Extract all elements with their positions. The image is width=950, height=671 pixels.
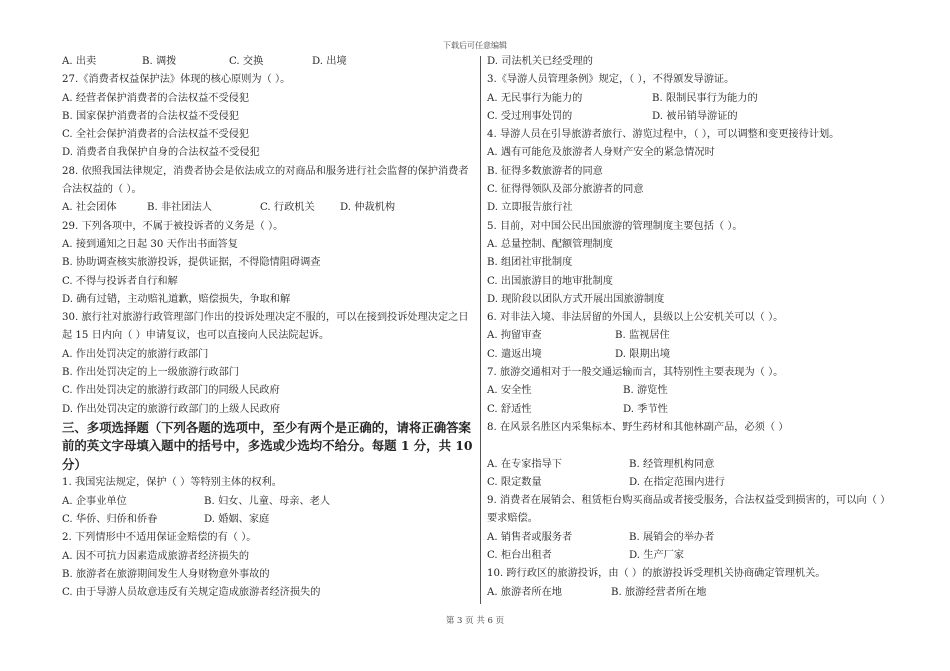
question-line: D. 司法机关已经受理的 xyxy=(487,56,593,67)
option-text: A. 在专家指导下 xyxy=(487,458,562,470)
right-column xyxy=(487,53,897,602)
option-text: D. 限期出境 xyxy=(615,348,671,360)
option-row xyxy=(487,108,897,126)
option-text: B. 旅游经营者所在地 xyxy=(611,586,707,598)
question-line: 29. 下列各项中，不属于被投诉者的义务是（ ）。 xyxy=(62,220,284,232)
option-text: B. 妇女、儿童、母亲、老人 xyxy=(204,495,331,507)
option-text: C. 遣返出境 xyxy=(487,348,542,360)
option-text: A. 销售者或服务者 xyxy=(487,531,573,543)
section-title: 三、多项选择题（下列各题的选项中，至少有两个是正确的，请将正确答案前的英文字母填入题中的括号中，多选或少选均不给分。每题 1 分，共 10 分） xyxy=(62,419,473,472)
option-row xyxy=(487,474,897,492)
option-text: C. 舒适性 xyxy=(487,403,532,415)
left-column xyxy=(62,53,474,603)
option-text: A. 企事业单位 xyxy=(62,495,127,507)
question-line: B. 征得多数旅游者的同意 xyxy=(487,165,603,177)
option-text: A. 旅游者所在地 xyxy=(487,586,562,598)
option-text: A. 安全性 xyxy=(487,385,532,397)
option-row xyxy=(487,547,897,565)
option-text: C. 交换 xyxy=(229,56,264,67)
question-line: 5. 目前，对中国公民出国旅游的管理制度主要包括（ ）。 xyxy=(487,220,743,232)
option-row xyxy=(487,456,897,474)
question-line: 2. 下列情形中不适用保证金赔偿的有（ ）。 xyxy=(62,532,257,544)
option-text: B. 限制民事行为能力的 xyxy=(652,92,758,104)
question-line: 3.《导游人员管理条例》规定，（ ），不得颁发导游证。 xyxy=(487,74,735,86)
option-text: C. 柜台出租者 xyxy=(487,550,552,562)
option-text: A. 无民事行为能力的 xyxy=(487,92,583,104)
question-line: 8. 在风景名胜区内采集标本、野生药材和其他林副产品，必须（ ） xyxy=(487,421,789,433)
question-line: A. 总量控制、配额管理制度 xyxy=(487,238,613,250)
blank-line xyxy=(487,437,897,455)
question-line: A. 接到通知之日起 30 天作出书面答复 xyxy=(62,238,238,250)
question-line: C. 出国旅游目的地审批制度 xyxy=(487,275,613,287)
question-line: 6. 对非法入境、非法居留的外国人，县级以上公安机关可以（ ）。 xyxy=(487,312,784,324)
option-text: D. 出境 xyxy=(312,56,347,67)
question-line: 7. 旅游交通相对于一般交通运输而言，其特别性主要表现为（ ）。 xyxy=(487,367,784,379)
question-line: B. 组团社审批制度 xyxy=(487,257,573,269)
option-row xyxy=(487,346,897,364)
option-row xyxy=(487,327,897,345)
question-line: C. 不得与投诉者自行和解 xyxy=(62,275,178,287)
question-line: A. 遇有可能危及旅游者人身财产安全的紧急情况时 xyxy=(487,147,715,159)
question-line: A. 因不可抗力因素造成旅游者经济损失的 xyxy=(62,550,250,562)
question-line: 27.《消费者权益保护法》体现的核心原则为（ ）。 xyxy=(62,74,291,86)
column-divider xyxy=(480,56,481,604)
question-line: 30. 旅行社对旅游行政管理部门作出的投诉处理决定不服的，可以在接到投诉处理决定之日起 15 日内向（ ）申请复议，也可以直接向人民法院起诉。 xyxy=(62,312,469,342)
option-text: C. 限定数量 xyxy=(487,476,542,488)
question-line: B. 旅游者在旅游期间发生人身财物意外事故的 xyxy=(62,568,270,580)
question-line: D. 确有过错，主动赔礼道歉，赔偿损失，争取和解 xyxy=(62,293,291,305)
question-line: 28. 依照我国法律规定，消费者协会是依法成立的对商品和服务进行社会监督的保护消费者合法权益的（ ）。 xyxy=(62,165,469,196)
question-line: C. 作出处罚决定的旅游行政部门的同级人民政府 xyxy=(62,385,280,397)
option-row xyxy=(487,529,897,547)
option-text: D. 生产厂家 xyxy=(629,550,685,562)
question-line: B. 作出处罚决定的上一级旅游行政部门 xyxy=(62,367,239,379)
question-line: D. 立即报告旅行社 xyxy=(487,202,573,214)
option-text: B. 非社团法人 xyxy=(147,202,212,214)
question-line: A. 经营者保护消费者的合法权益不受侵犯 xyxy=(62,92,250,104)
option-text: B. 监视居住 xyxy=(615,330,670,342)
option-text: D. 仲裁机构 xyxy=(340,202,396,214)
option-row xyxy=(487,382,897,400)
question-line: 1. 我国宪法规定，保护（ ）等特别主体的权利。 xyxy=(62,477,282,489)
question-line: A. 作出处罚决定的旅游行政部门 xyxy=(62,348,209,360)
option-text: A. 拘留审查 xyxy=(487,330,542,342)
option-text: C. 华侨、归侨和侨眷 xyxy=(62,514,158,526)
question-line: B. 协助调查核实旅游投诉，提供证据，不得隐情阻碍调查 xyxy=(62,257,321,269)
question-line: C. 全社会保护消费者的合法权益不受侵犯 xyxy=(62,129,250,141)
option-text: B. 游览性 xyxy=(623,385,668,397)
page-footer-number: 第 3 页 共 6 页 xyxy=(445,616,505,626)
option-text: B. 调拨 xyxy=(142,56,177,67)
question-line: D. 现阶段以团队方式开展出国旅游制度 xyxy=(487,293,665,305)
option-text: A. 出卖 xyxy=(62,56,97,67)
option-text: D. 在指定范围内进行 xyxy=(629,476,725,488)
option-row xyxy=(487,90,897,108)
question-line: D. 消费者自我保护自身的合法权益不受侵犯 xyxy=(62,147,260,159)
page-header-note: 下载后可任意编辑 xyxy=(443,41,507,50)
option-text: B. 经管理机构同意 xyxy=(629,458,715,470)
option-row xyxy=(62,53,474,71)
question-line: 9. 消费者在展销会、租赁柜台购买商品或者接受服务，合法权益受到损害的，可以向（ ）要求赔偿。 xyxy=(487,495,891,525)
option-text: C. 受过刑事处罚的 xyxy=(487,110,573,122)
question-line: 4. 导游人员在引导旅游者旅行、游览过程中，（ ），可以调整和变更接待计划。 xyxy=(487,129,840,141)
option-row xyxy=(487,584,897,602)
question-line: B. 国家保护消费者的合法权益不受侵犯 xyxy=(62,110,239,122)
option-row xyxy=(62,199,474,217)
question-line: 10. 跨行政区的旅游投诉，由（ ）的旅游投诉受理机关协商确定管理机关。 xyxy=(487,568,826,580)
option-text: B. 展销会的举办者 xyxy=(629,531,715,543)
option-text: D. 季节性 xyxy=(623,403,668,415)
option-row xyxy=(62,493,474,511)
option-text: D. 被吊销导游证的 xyxy=(652,110,738,122)
question-line: C. 由于导游人员故意违反有关规定造成旅游者经济损失的 xyxy=(62,587,321,599)
question-line: C. 征得得领队及部分旅游者的同意 xyxy=(487,184,644,196)
option-text: C. 行政机关 xyxy=(260,202,315,214)
option-text: D. 婚姻、家庭 xyxy=(204,514,270,526)
question-line: D. 作出处罚决定的旅游行政部门的上级人民政府 xyxy=(62,403,281,415)
option-row xyxy=(487,401,897,419)
option-text: A. 社会团体 xyxy=(62,202,117,214)
option-row xyxy=(62,511,474,529)
